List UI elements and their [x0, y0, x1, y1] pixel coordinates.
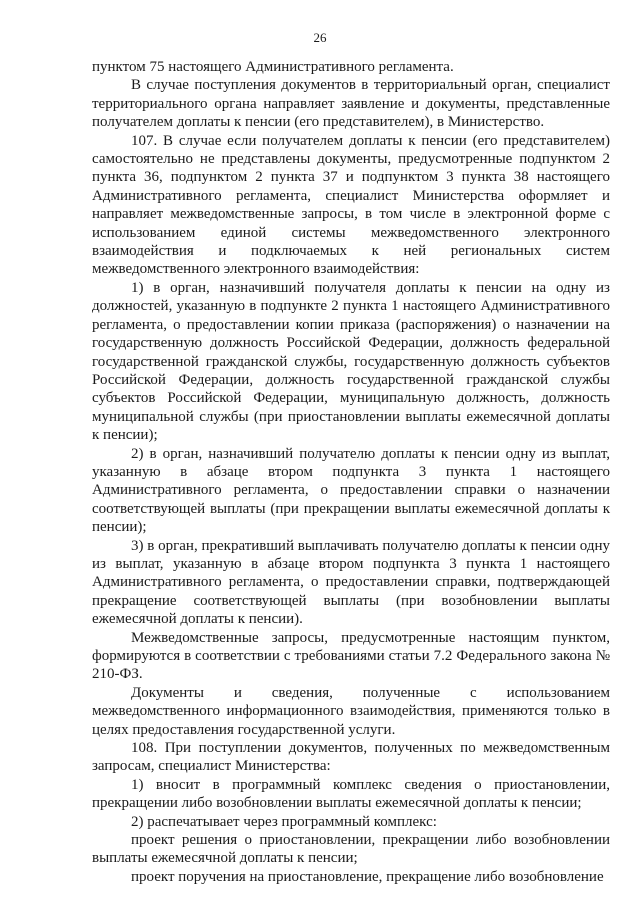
paragraph-draft-instruction: проект поручения на приостановление, прекращение либо возобновление [131, 868, 604, 885]
list-item-107-1: 1) в орган, назначивший получателя доплаты к пенсии на одну из должностей, указанную в подпункте 2 пункта 1 настоящего Административного регламента, о предоставлении копии приказа (распоряжения) о назначении на государственную должность Российской Федерации, должность федеральной государственной гражданской службы, государственную должность субъектов Российской Федерации, должность государственной гражданской службы субъектов Российской Федерации, муниципальную должность, должность муниципальной службы (при приостановлении выплаты ежемесячной доплаты к пенсии); [92, 279, 610, 444]
page-number: 26 [313, 30, 327, 45]
list-item-108-2: 2) распечатывает через программный комплекс: [131, 813, 437, 830]
paragraph-documents-usage: Документы и сведения, полученные с использованием межведомственного информационного взаимодействия, применяются только в целях предоставления государственной услуги. [92, 684, 610, 738]
paragraph-territorial-organ: В случае поступления документов в территориальный орган, специалист территориального органа направляет заявление и документы, представленные получателем доплаты к пенсии (его представителем), в Министерство. [92, 77, 610, 131]
paragraph-107: 107. В случае если получателем доплаты к пенсии (его представителем) самостоятельно не представлены документы, предусмотренные подпунктом 2 пункта 36, подпунктом 2 пункта 37 и подпунктом 3 пункта 38 настоящего Административного регламента, специалист Министерства оформляет и направляет межведомственные запросы, в том числе в электронной форме с использованием единой системы межведомственного электронного взаимодействия и подключаемых к ней региональных систем межведомственного электронного взаимодействия: [92, 132, 610, 278]
paragraph-continuation: пунктом 75 настоящего Административного регламента. [92, 59, 454, 75]
list-item-107-2: 2) в орган, назначивший получателю доплаты к пенсии одну из выплат, указанную в абзаце втором подпункта 3 пункта 1 настоящего Административного регламента, о предоставлении справки о назначении соответствующей выплаты (при прекращении выплаты ежемесячной доплаты к пенсии); [92, 445, 610, 536]
paragraph-108: 108. При поступлении документов, полученных по межведомственным запросам, специалист Министерства: [92, 740, 610, 775]
list-item-108-1: 1) вносит в программный комплекс сведения о приостановлении, прекращении либо возобновлении выплаты ежемесячной доплаты к пенсии; [92, 776, 610, 812]
list-item-107-3: 3) в орган, прекративший выплачивать получателю доплаты к пенсии одну из выплат, указанную в абзаце втором подпункта 3 пункта 1 настоящего Административного регламента, о предоставлении справки, подтверждающей прекращение соответствующей выплаты (при возобновлении выплаты ежемесячной доплаты к пенсии). [92, 537, 610, 628]
paragraph-draft-decision: проект решения о приостановлении, прекращении либо возобновлении выплаты ежемесячной доплаты к пенсии; [92, 832, 610, 867]
document-body [92, 58, 610, 886]
paragraph-interagency-requests: Межведомственные запросы, предусмотренные настоящим пунктом, формируются в соответствии с требованиями статьи 7.2 Федерального закона № 210-ФЗ. [92, 629, 610, 683]
